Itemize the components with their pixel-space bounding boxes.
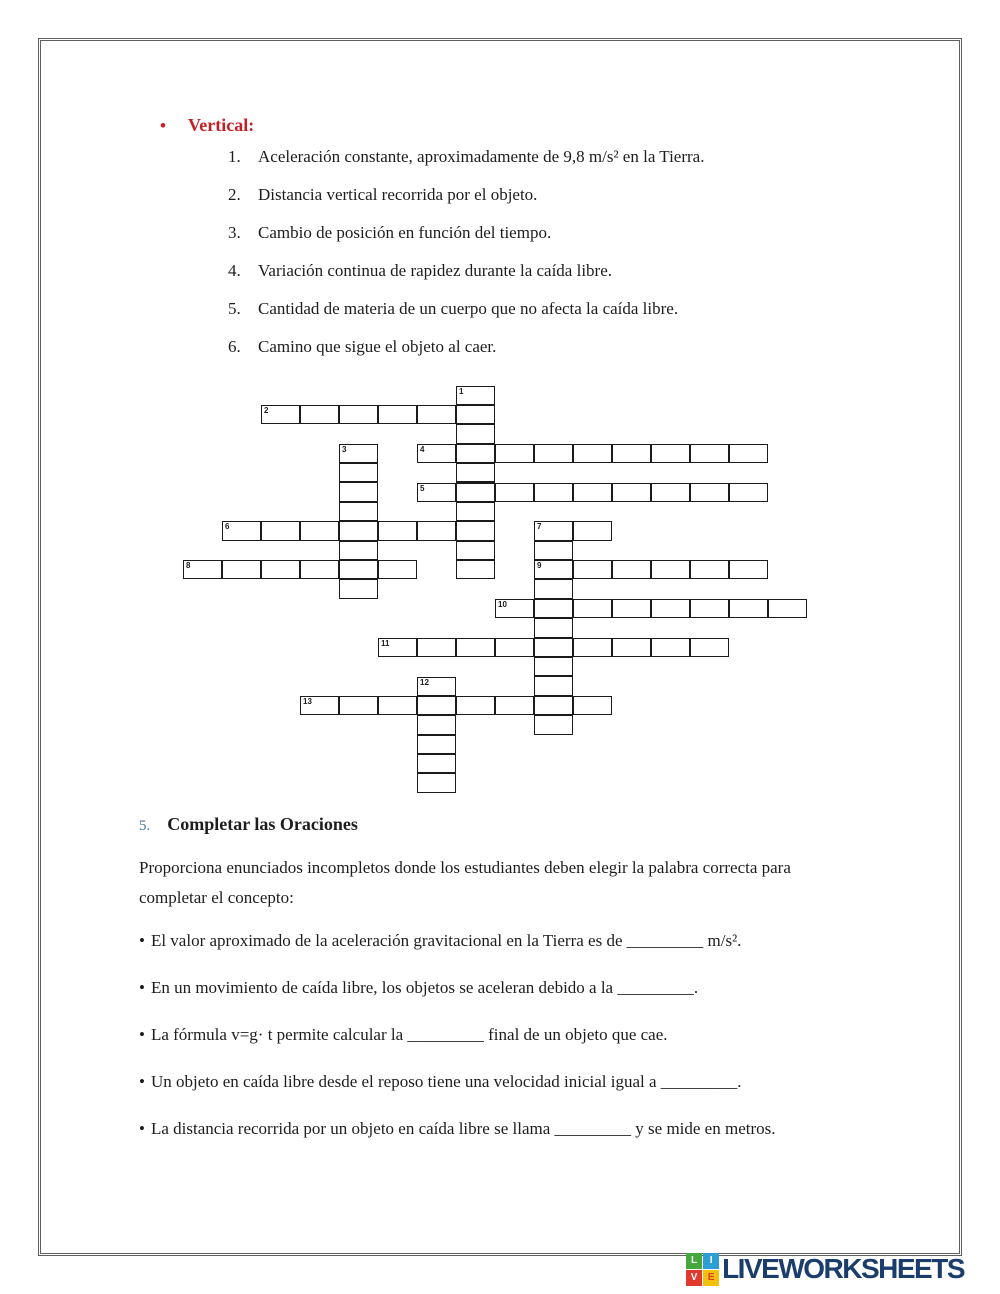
- clue-text: Distancia vertical recorrida por el objeto.: [258, 185, 538, 204]
- clue-item: [228, 147, 868, 185]
- clue-text: Camino que sigue el objeto al caer.: [258, 337, 497, 356]
- clue-number: 3.: [228, 223, 241, 242]
- crossword-number: 2: [264, 405, 269, 415]
- sentence-bullet: •: [139, 1072, 145, 1091]
- section5-number: 5.: [139, 818, 151, 834]
- icon-tile-i: I: [703, 1253, 719, 1269]
- fill-in-sentence: [139, 926, 871, 956]
- fill-in-sentence: [139, 1067, 871, 1097]
- crossword-number: 6: [225, 522, 230, 532]
- sentence-text: La distancia recorrida por un objeto en caída libre se llama _________ y se mide en metros.: [150, 1119, 776, 1138]
- clue-text: Cantidad de materia de un cuerpo que no afecta la caída libre.: [258, 299, 679, 318]
- sentence-bullet: •: [139, 931, 145, 950]
- clue-text: Aceleración constante, aproximadamente de 9,8 m/s² en la Tierra.: [258, 147, 705, 166]
- vertical-clue-list: [228, 147, 868, 375]
- clue-number: 5.: [228, 299, 241, 318]
- crossword-number: 9: [537, 561, 542, 571]
- crossword-number: 11: [381, 638, 390, 648]
- fill-in-sentence: [139, 973, 871, 1003]
- clue-number: 1.: [228, 147, 241, 166]
- clue-item: [228, 223, 868, 261]
- vertical-title: Vertical:: [187, 115, 255, 135]
- liveworksheets-logo: [686, 1252, 964, 1286]
- crossword-number: 5: [420, 483, 425, 493]
- clue-text: Cambio de posición en función del tiempo.: [258, 223, 552, 242]
- vertical-heading: [160, 115, 254, 136]
- sentence-text: En un movimiento de caída libre, los objetos se aceleran debido a la _________.: [150, 978, 699, 997]
- crossword-number: 10: [498, 599, 507, 609]
- clue-item: [228, 337, 868, 375]
- sentence-bullet: •: [139, 1025, 145, 1044]
- completar-intro: Proporciona enunciados incompletos donde los estudiantes deben elegir la palabra correcta para completar el concepto:: [139, 858, 791, 907]
- clue-text: Variación continua de rapidez durante la caída libre.: [258, 261, 612, 280]
- sentence-text: El valor aproximado de la aceleración gravitacional en la Tierra es de _________ m/s².: [150, 931, 742, 950]
- crossword-number: 3: [342, 444, 347, 454]
- sentence-bullet: •: [139, 1119, 145, 1138]
- fill-in-sentence: [139, 1114, 871, 1144]
- clue-item: [228, 185, 868, 223]
- section5-title: Completar las Oraciones: [167, 814, 358, 834]
- icon-tile-l: L: [686, 1253, 702, 1269]
- sentence-text: Un objeto en caída libre desde el reposo tiene una velocidad inicial igual a _________.: [150, 1072, 742, 1091]
- crossword-number: 4: [420, 444, 425, 454]
- liveworksheets-wordmark: LIVEWORKSHEETS: [722, 1253, 964, 1284]
- crossword-number: 1: [459, 386, 464, 396]
- clue-number: 4.: [228, 261, 241, 280]
- vertical-bullet: •: [160, 116, 166, 135]
- sentence-bullet: •: [139, 978, 145, 997]
- crossword-number: 12: [420, 677, 429, 687]
- clue-item: [228, 299, 868, 337]
- completar-heading: [139, 814, 358, 835]
- icon-tile-e: E: [703, 1270, 719, 1286]
- sentence-text: La fórmula v=g· t permite calcular la _________ final de un objeto que cae.: [150, 1025, 668, 1044]
- crossword-number: 13: [303, 696, 312, 706]
- clue-number: 6.: [228, 337, 241, 356]
- crossword-number: 8: [186, 561, 191, 571]
- fill-in-sentence: [139, 1020, 871, 1050]
- icon-tile-v: V: [686, 1270, 702, 1286]
- crossword-number: 7: [537, 522, 542, 532]
- clue-number: 2.: [228, 185, 241, 204]
- clue-item: [228, 261, 868, 299]
- liveworksheets-icon: [686, 1253, 719, 1286]
